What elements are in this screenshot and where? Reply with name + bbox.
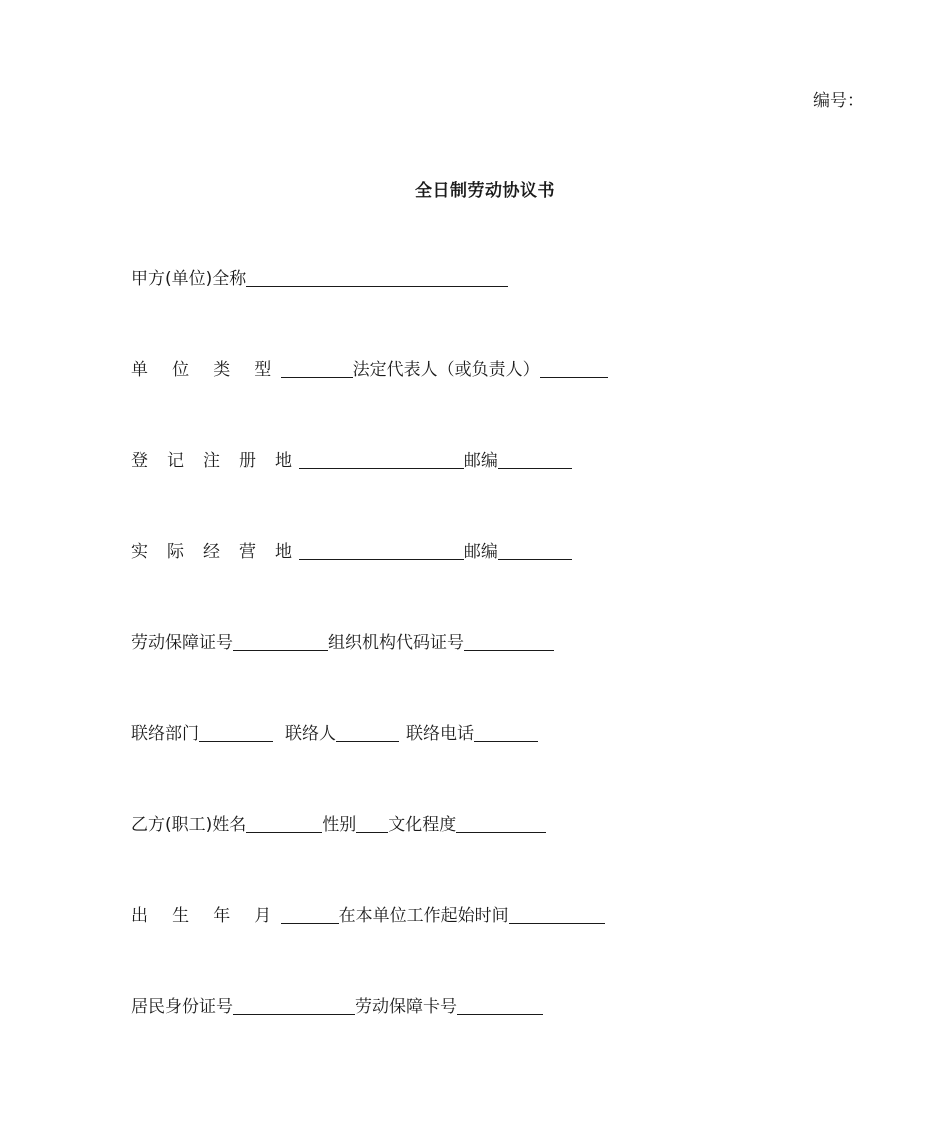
- row-reg-address: [131, 450, 572, 472]
- row-contact: [131, 723, 538, 745]
- postcode-blank[interactable]: [498, 450, 572, 469]
- contact-phone-blank[interactable]: [474, 723, 538, 742]
- labor-cert-blank[interactable]: [233, 632, 328, 651]
- unit-type-blank[interactable]: [281, 359, 353, 378]
- birth-label: 出 生 年 月: [131, 906, 281, 926]
- legal-rep-label: 法定代表人（或负责人）: [352, 360, 540, 380]
- document-title: 全日制劳动协议书: [415, 181, 555, 201]
- labor-card-label: 劳动保障卡号: [355, 997, 457, 1017]
- row-employee: [131, 814, 546, 836]
- labor-cert-label: 劳动保障证号: [131, 633, 233, 653]
- org-code-blank[interactable]: [464, 632, 554, 651]
- contact-dept-label: 联络部门: [131, 724, 199, 744]
- id-number-blank[interactable]: [233, 996, 355, 1015]
- reg-address-blank[interactable]: [299, 450, 464, 469]
- labor-card-blank[interactable]: [457, 996, 543, 1015]
- gender-label: 性别: [322, 815, 357, 835]
- employee-name-blank[interactable]: [246, 814, 322, 833]
- unit-type-label: 单 位 类 型: [131, 360, 281, 380]
- id-number-label: 居民身份证号: [131, 997, 233, 1017]
- contact-phone-label: 联络电话: [406, 724, 474, 744]
- reg-address-label: 登 记 注 册 地: [131, 451, 299, 471]
- education-label: 文化程度: [388, 815, 457, 835]
- birth-blank[interactable]: [281, 905, 339, 924]
- serial-number-label: 编号：: [813, 91, 864, 111]
- actual-address-blank[interactable]: [299, 541, 464, 560]
- postcode-label: 邮编: [463, 451, 498, 471]
- row-unit-type: [131, 359, 608, 381]
- postcode2-blank[interactable]: [498, 541, 572, 560]
- actual-address-label: 实 际 经 营 地: [131, 542, 299, 562]
- contact-person-blank[interactable]: [336, 723, 399, 742]
- row-birth: [131, 905, 605, 927]
- legal-rep-blank[interactable]: [540, 359, 608, 378]
- employer-name-label: 甲方(单位)全称: [131, 269, 247, 289]
- contact-person-label: 联络人: [285, 724, 336, 744]
- row-id: [131, 996, 543, 1018]
- row-employer-name: [131, 268, 508, 290]
- gender-blank[interactable]: [356, 814, 388, 833]
- education-blank[interactable]: [456, 814, 546, 833]
- postcode2-label: 邮编: [463, 542, 498, 562]
- employee-name-label: 乙方(职工)姓名: [131, 815, 247, 835]
- contact-dept-blank[interactable]: [199, 723, 273, 742]
- row-actual-address: [131, 541, 572, 563]
- employer-name-blank[interactable]: [246, 268, 508, 287]
- org-code-label: 组织机构代码证号: [328, 633, 464, 653]
- start-time-blank[interactable]: [509, 905, 605, 924]
- start-time-label: 在本单位工作起始时间: [338, 906, 509, 926]
- row-labor-cert: [131, 632, 554, 654]
